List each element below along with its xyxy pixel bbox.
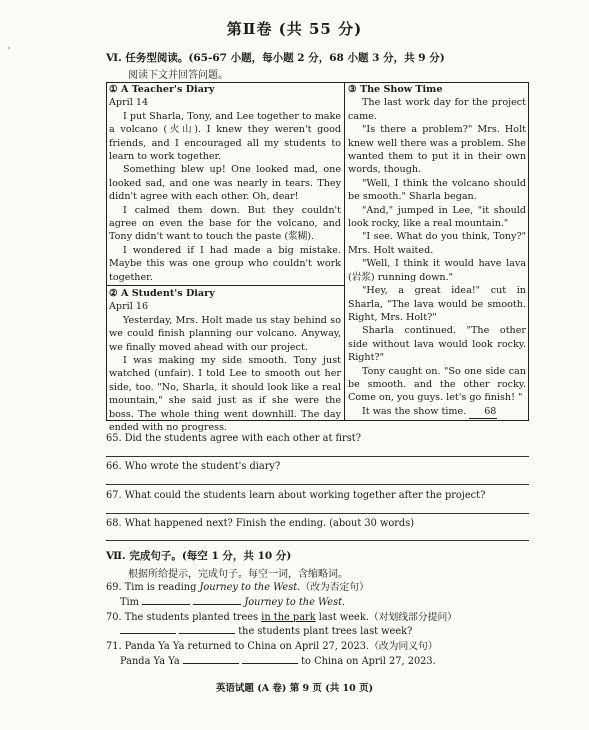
- answer-71-end: to China on April 27, 2023.: [301, 656, 436, 667]
- question-70-underlined: in the park: [261, 612, 316, 623]
- show-time-heading: ③ The Show Time: [348, 84, 443, 95]
- student-diary: [109, 287, 341, 434]
- question-65: 65. Did the students agree with each other at first?: [106, 433, 361, 444]
- blank-70-1[interactable]: [120, 623, 176, 634]
- answer-69-end: Journey to the West.: [244, 597, 346, 608]
- section-6-heading: Ⅵ. 任务型阅读。(65-67 小题，每小题 2 分，68 小题 3 分，共 9 分): [106, 52, 445, 64]
- question-69-title: Journey to the West.: [199, 582, 301, 593]
- answer-69: [120, 594, 345, 608]
- question-66: 66. Who wrote the student's diary?: [106, 461, 281, 472]
- teacher-diary-paragraph: I wondered if I had made a big mistake. Maybe this was one group who couldn't work together.: [109, 244, 341, 283]
- show-time-paragraph: Sharla continued. "The other side without lava would look rocky. Right?": [348, 325, 526, 364]
- blank-70-2[interactable]: [179, 623, 235, 634]
- section-7-heading: Ⅶ. 完成句子。(每空 1 分，共 10 分): [106, 550, 292, 562]
- teacher-diary-date: April 14: [109, 97, 149, 109]
- answer-line-65[interactable]: [106, 456, 529, 457]
- blank-71-1[interactable]: [183, 653, 239, 664]
- question-70-num: 70. The students planted trees: [106, 612, 262, 623]
- blank-69-1[interactable]: [142, 594, 190, 605]
- answer-71: [120, 653, 436, 667]
- question-68: 68. What happened next? Finish the ending. (about 30 words): [106, 518, 415, 529]
- question-71: 71. Panda Ya Ya returned to China on April 27, 2023.（改为同义句）: [106, 641, 438, 652]
- blank-68[interactable]: 68: [469, 405, 497, 419]
- show-time-paragraph: "Is there a problem?" Mrs. Holt knew well there was a problem. She wanted them to put it in their own words, though.: [348, 124, 526, 176]
- page-title: 第Ⅱ卷 (共 55 分): [226, 20, 363, 38]
- show-time-paragraph: "Hey, a great idea!" cut in Sharla, "The lava would be smooth. Right, Mrs. Holt?": [348, 285, 526, 323]
- question-69: [106, 579, 369, 593]
- show-time-passage: [348, 83, 526, 419]
- show-time-paragraph: "I see. What do you think, Tony?" Mrs. Holt waited.: [348, 231, 526, 256]
- blank-71-2[interactable]: [242, 653, 298, 664]
- scan-speck: [8, 47, 10, 49]
- student-diary-paragraph: I was making my side smooth. Tony just watched (unfair). I told Lee to smooth out her side, too. "No, Sharla, it should look like a real mountain," she said just as if she were the boss. The whole thing went downhill. The day ended with no progress.: [109, 355, 341, 434]
- question-69-num: 69. Tim is reading: [106, 582, 200, 593]
- student-diary-date: April 16: [109, 301, 149, 313]
- teacher-diary-paragraph: Something blew up! One looked mad, one looked sad, and one was nearly in tears. They didn't agree with each other. Oh, dear!: [109, 164, 341, 203]
- teacher-diary-paragraph: I put Sharla, Tony, and Lee together to make a volcano (火山). I knew they weren't good friends, and I encouraged all my students to learn to work together.: [109, 110, 341, 163]
- table-row-divider: [106, 285, 345, 286]
- section-7-instruction: 根据所给提示，完成句子。每空一词，含缩略词。: [128, 569, 348, 580]
- teacher-diary: [109, 83, 341, 284]
- answer-line-68[interactable]: [106, 540, 529, 541]
- show-time-paragraph: "Well, I think it would have lava (岩浆) running down.": [348, 258, 526, 283]
- section-6-instruction: 阅读下文并回答问题。: [128, 70, 228, 81]
- show-time-paragraph: "And," jumped in Lee, "it should look rocky, like a real mountain.": [348, 204, 526, 230]
- question-67: 67. What could the students learn about working together after the project?: [106, 490, 486, 501]
- show-time-paragraph: The last work day for the project came.: [348, 97, 526, 122]
- show-time-last-text: It was the show time.: [362, 405, 467, 417]
- student-diary-paragraph: Yesterday, Mrs. Holt made us stay behind so we could finish planning our volcano. Anyway, we finally moved ahead with our project.: [109, 314, 341, 353]
- show-time-paragraph: Tony caught on. "So one side can be smooth. and the other rocky. Come on, you guys. let's go finish! ": [348, 365, 526, 404]
- show-time-paragraph: "Well, I think the volcano should be smooth." Sharla began.: [348, 177, 526, 203]
- table-column-divider: [344, 82, 345, 421]
- answer-69-start: Tim: [120, 597, 139, 608]
- teacher-diary-heading: ① A Teacher's Diary: [109, 84, 215, 95]
- page-footer: 英语试题 (A 卷) 第 9 页 (共 10 页): [215, 683, 374, 694]
- blank-69-2[interactable]: [193, 594, 241, 605]
- answer-line-66[interactable]: [106, 484, 529, 485]
- answer-71-start: Panda Ya Ya: [120, 656, 180, 667]
- answer-line-67[interactable]: [106, 513, 529, 514]
- teacher-diary-paragraph: I calmed them down. But they couldn't agree on even the base for the volcano, and Tony didn't want to touch the paste (浆糊).: [109, 204, 341, 243]
- answer-70-rest: the students plant trees last week?: [238, 626, 413, 637]
- answer-70: [120, 623, 412, 637]
- question-70: [106, 609, 457, 623]
- show-time-last-line: [348, 405, 526, 419]
- question-69-hint: （改为否定句）: [300, 582, 369, 593]
- student-diary-heading: ② A Student's Diary: [109, 288, 215, 299]
- question-70-rest: last week.（对划线部分提问）: [315, 612, 458, 623]
